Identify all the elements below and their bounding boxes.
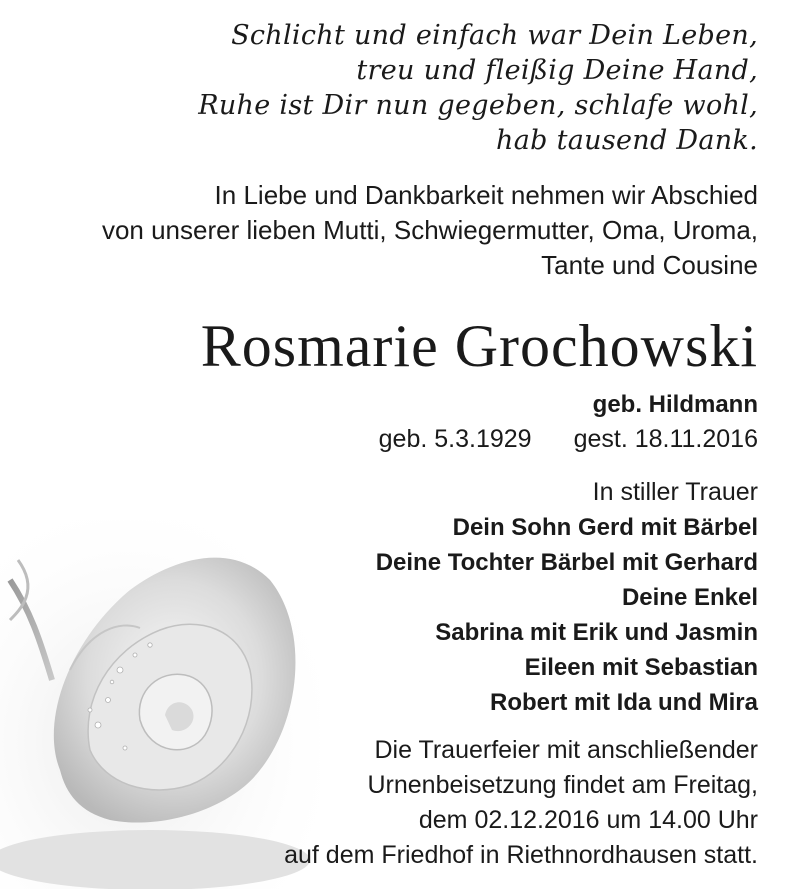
intro-line: Tante und Cousine xyxy=(541,250,758,280)
service-line: Die Trauerfeier mit anschließender xyxy=(374,736,758,764)
service-line: Urnenbeisetzung findet am Freitag, xyxy=(367,771,758,799)
poem-line: Ruhe ist Dir nun gegeben, schlafe wohl, xyxy=(198,90,758,121)
farewell-intro xyxy=(102,178,758,283)
intro-line: von unserer lieben Mutti, Schwiegermutter, Oma, Uroma, xyxy=(101,215,758,245)
deceased-name: Rosmarie Grochowski xyxy=(200,313,758,379)
mourner-entry: Robert mit Ida und Mira xyxy=(489,689,758,716)
birth-date: geb. 5.3.1929 xyxy=(378,425,532,453)
mourners-lead: In stiller Trauer xyxy=(592,478,758,506)
mourner-entry: Eileen mit Sebastian xyxy=(524,654,758,681)
mourner-entry: Sabrina mit Erik und Jasmin xyxy=(435,619,758,646)
poem-line: Schlicht und einfach war Dein Leben, xyxy=(231,20,758,51)
service-line: auf dem Friedhof in Riethnordhausen statt. xyxy=(284,841,758,869)
white-rose-image xyxy=(0,520,320,889)
death-date: gest. 18.11.2016 xyxy=(573,425,758,453)
poem-line: hab tausend Dank. xyxy=(496,125,758,156)
intro-line: In Liebe und Dankbarkeit nehmen wir Abschied xyxy=(214,180,758,210)
maiden-name: geb. Hildmann xyxy=(592,391,758,418)
poem-line: treu und fleißig Deine Hand, xyxy=(356,55,758,86)
memorial-poem xyxy=(198,18,758,158)
mourners-list xyxy=(376,475,758,720)
life-dates xyxy=(379,422,758,456)
mourner-entry: Deine Enkel xyxy=(621,584,758,611)
mourner-entry: Deine Tochter Bärbel mit Gerhard xyxy=(375,549,758,576)
funeral-service-info xyxy=(284,733,758,873)
service-line: dem 02.12.2016 um 14.00 Uhr xyxy=(418,806,758,834)
mourner-entry: Dein Sohn Gerd mit Bärbel xyxy=(452,514,758,541)
